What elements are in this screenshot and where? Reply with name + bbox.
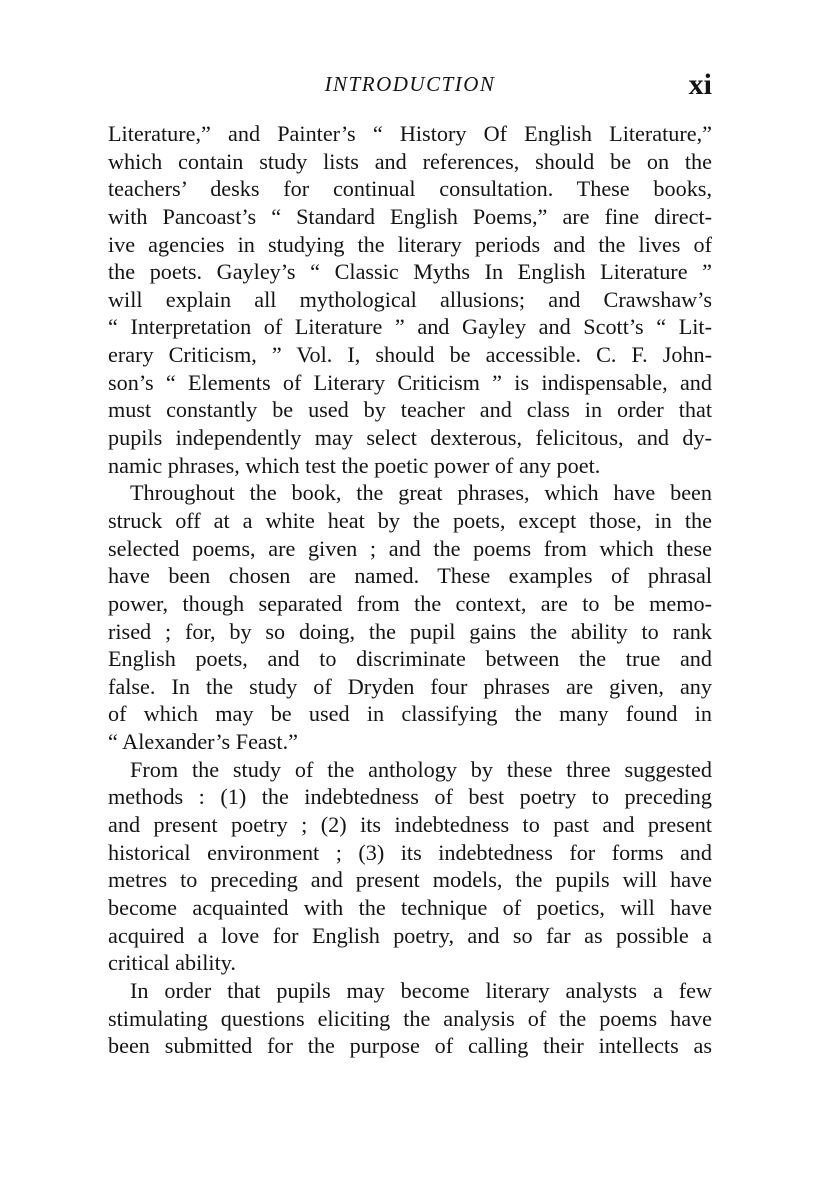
text-line: historical environment ; (3) its indebtedness for forms and (108, 839, 712, 865)
text-line: will explain all mythological allusions; and Crawshaw’s (108, 286, 712, 312)
text-line: must constantly be used by teacher and class in order that (108, 397, 712, 423)
text-line: power, though separated from the context, are to be memo- (108, 590, 712, 616)
text-line: son’s “ Elements of Literary Criticism ” is indispensable, and (108, 369, 712, 395)
paragraph-first-line: In order that pupils may become literary analysts a few (130, 977, 712, 1003)
page-header (108, 68, 712, 108)
text-line: methods : (1) the indebtedness of best poetry to preceding (108, 784, 712, 810)
page-number: xi (688, 68, 712, 101)
text-line: the poets. Gayley’s “ Classic Myths In English Literature ” (108, 259, 712, 285)
text-line: of which may be used in classifying the many found in (108, 701, 712, 727)
text-line: acquired a love for English poetry, and so far as possible a (108, 922, 712, 948)
text-line: become acquainted with the technique of poetics, will have (108, 894, 712, 920)
paragraph-first-line: Throughout the book, the great phrases, which have been (130, 480, 712, 506)
text-line: stimulating questions eliciting the analysis of the poems have (108, 1005, 712, 1031)
text-line: false. In the study of Dryden four phrases are given, any (108, 673, 712, 699)
text-line: teachers’ desks for continual consultation. These books, (108, 176, 712, 202)
text-line: and present poetry ; (2) its indebtedness to past and present (108, 812, 712, 838)
text-line: been submitted for the purpose of calling their intellects as (108, 1033, 712, 1059)
text-line: metres to preceding and present models, the pupils will have (108, 867, 712, 893)
text-line: which contain study lists and references, should be on the (108, 148, 712, 174)
text-line: critical ability. (108, 950, 236, 976)
body-text (108, 120, 712, 1060)
text-line: “ Alexander’s Feast.” (108, 729, 298, 755)
text-line: with Pancoast’s “ Standard English Poems,” are fine direct- (108, 203, 712, 229)
text-line: Literature,” and Painter’s “ History Of English Literature,” (108, 121, 712, 146)
text-line: pupils independently may select dexterous, felicitous, and dy- (108, 425, 712, 451)
text-line: “ Interpretation of Literature ” and Gayley and Scott’s “ Lit- (108, 314, 712, 340)
paragraph-first-line: From the study of the anthology by these three suggested (130, 756, 712, 782)
text-line: have been chosen are named. These examples of phrasal (108, 563, 712, 589)
text-line: selected poems, are given ; and the poems from which these (108, 535, 712, 561)
text-line: namic phrases, which test the poetic power of any poet. (108, 452, 601, 478)
text-line: rised ; for, by so doing, the pupil gains the ability to rank (108, 618, 712, 644)
text-line: English poets, and to discriminate between the true and (108, 646, 712, 672)
text-line: erary Criticism, ” Vol. I, should be accessible. C. F. John- (108, 342, 712, 368)
running-title: INTRODUCTION (324, 72, 496, 96)
text-line: ive agencies in studying the literary periods and the lives of (108, 231, 712, 257)
text-line: struck off at a white heat by the poets, except those, in the (108, 507, 712, 533)
